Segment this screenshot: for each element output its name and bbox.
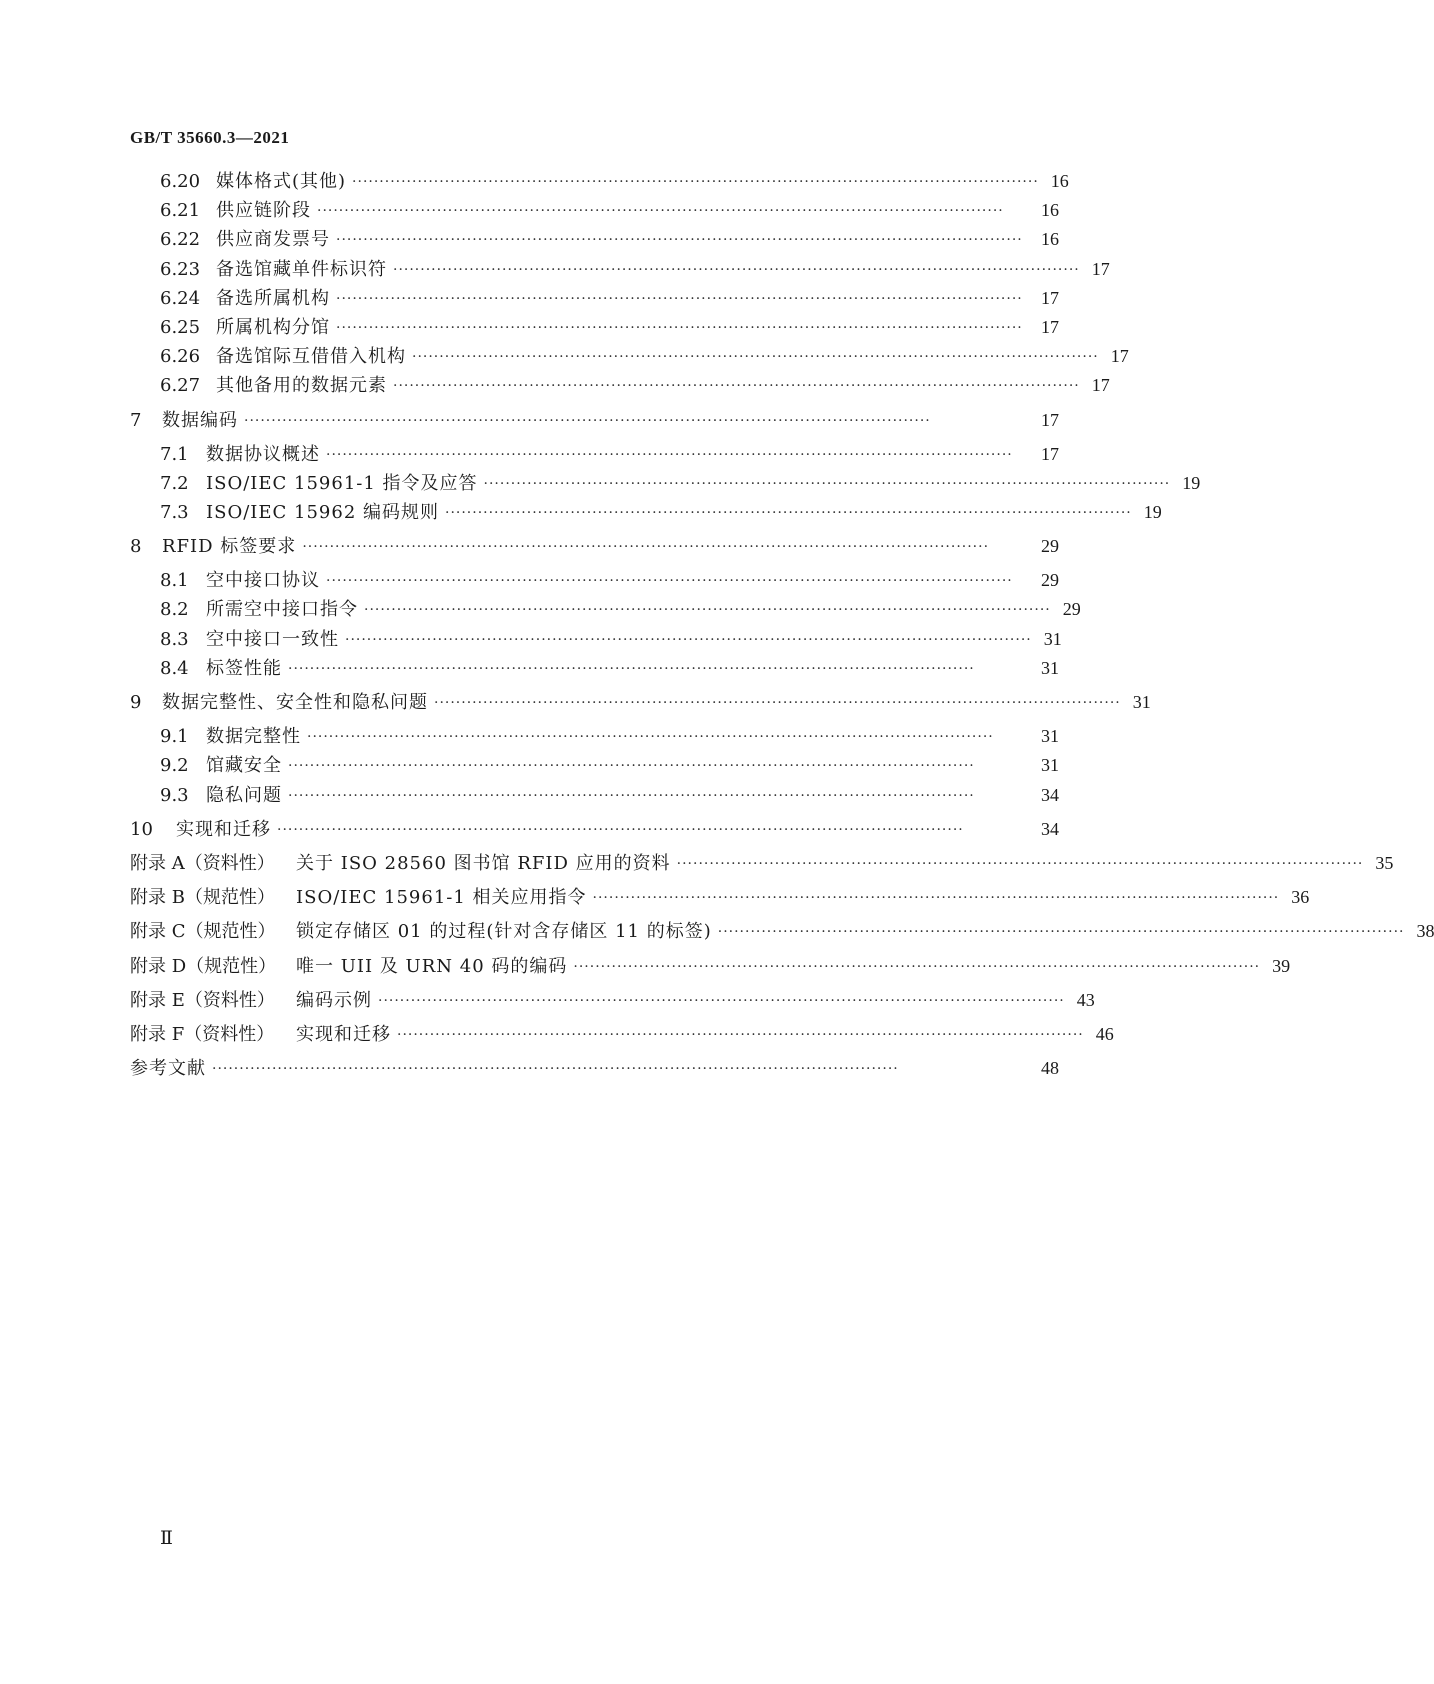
toc-entry[interactable] bbox=[130, 818, 1059, 841]
toc-entry[interactable] bbox=[160, 657, 1059, 680]
toc-entry-page: 38 bbox=[1416, 921, 1434, 941]
toc-leader-dots: ······························································································································ bbox=[345, 631, 1032, 648]
toc-entry-number: 6.20 bbox=[160, 171, 201, 192]
toc-entry-page: 46 bbox=[1095, 1024, 1114, 1044]
toc-entry[interactable] bbox=[160, 472, 1201, 495]
toc-entry-number: 6.26 bbox=[160, 346, 201, 367]
toc-entry-title: 供应商发票号 bbox=[216, 229, 330, 250]
toc-leader-dots: ······························································································································ bbox=[212, 1060, 899, 1077]
toc-entry-number: 9.2 bbox=[160, 755, 189, 776]
toc-leader-dots: ······························································································································ bbox=[307, 728, 994, 745]
toc-leader-dots: ······························································································································ bbox=[244, 412, 931, 429]
toc-entry-title: ISO/IEC 15962 编码规则 bbox=[206, 502, 439, 523]
toc-entry-page: 43 bbox=[1076, 990, 1095, 1010]
toc-entry-number: 9.3 bbox=[160, 785, 189, 806]
toc-entry[interactable] bbox=[160, 374, 1110, 397]
toc-entry-number: 8.3 bbox=[160, 629, 189, 650]
toc-entry-page: 34 bbox=[1041, 819, 1059, 839]
toc-entry-title: 空中接口协议 bbox=[206, 570, 320, 591]
toc-entry-title: 隐私问题 bbox=[206, 785, 282, 806]
toc-entry-title: 备选馆际互借借入机构 bbox=[216, 346, 406, 367]
toc-entry-title: RFID 标签要求 bbox=[162, 536, 297, 557]
toc-entry-page: 29 bbox=[1041, 536, 1059, 556]
toc-entry-number: 8 bbox=[130, 536, 142, 557]
toc-leader-dots: ······························································································································ bbox=[378, 992, 1065, 1009]
toc-leader-dots: ······························································································································ bbox=[412, 348, 1099, 365]
toc-entry[interactable] bbox=[130, 1057, 1059, 1080]
toc-entry-page: 19 bbox=[1143, 502, 1162, 522]
toc-entry-title: 关于 ISO 28560 图书馆 RFID 应用的资料 bbox=[296, 853, 671, 874]
standard-code: GB/T 35660.3—2021 bbox=[130, 128, 290, 147]
toc-entry-page: 17 bbox=[1041, 444, 1059, 464]
toc-entry-title: 编码示例 bbox=[296, 990, 372, 1011]
toc-entry-number: 7 bbox=[130, 410, 142, 431]
toc-entry[interactable] bbox=[160, 501, 1162, 524]
toc-leader-dots: ······························································································································ bbox=[326, 446, 1013, 463]
toc-leader-dots: ······························································································································ bbox=[352, 173, 1039, 190]
toc-entry-number: 8.4 bbox=[160, 658, 189, 679]
toc-entry-title: 参考文献 bbox=[130, 1058, 206, 1079]
toc-entry[interactable] bbox=[160, 443, 1059, 466]
toc-entry-page: 36 bbox=[1291, 887, 1310, 907]
toc-entry-number: 9 bbox=[130, 692, 142, 713]
toc-entry-page: 34 bbox=[1041, 785, 1059, 805]
toc-leader-dots: ······························································································································ bbox=[277, 821, 964, 838]
toc-leader-dots: ······························································································································ bbox=[364, 601, 1051, 618]
toc-entry-number: 附录 C（规范性） bbox=[130, 921, 276, 942]
toc-entry-title: 馆藏安全 bbox=[206, 755, 282, 776]
toc-leader-dots: ······························································································································ bbox=[317, 202, 1004, 219]
toc-entry-page: 31 bbox=[1041, 726, 1059, 746]
toc-entry[interactable] bbox=[130, 920, 1434, 943]
toc-leader-dots: ······························································································································ bbox=[717, 923, 1405, 940]
toc-entry-title: 数据完整性、安全性和隐私问题 bbox=[162, 692, 428, 713]
toc-entry[interactable] bbox=[160, 754, 1059, 777]
toc-entry-number: 6.25 bbox=[160, 317, 201, 338]
toc-entry[interactable] bbox=[160, 170, 1069, 193]
toc-leader-dots: ······························································································································ bbox=[336, 290, 1023, 307]
toc-entry-page: 17 bbox=[1041, 317, 1059, 337]
toc-entry[interactable] bbox=[130, 409, 1059, 432]
toc-leader-dots: ······························································································································ bbox=[397, 1026, 1084, 1043]
toc-entry-number: 附录 F（资料性） bbox=[130, 1024, 275, 1045]
toc-entry-number: 6.22 bbox=[160, 229, 201, 250]
toc-entry-title: 数据完整性 bbox=[206, 726, 301, 747]
toc-entry-title: ISO/IEC 15961-1 指令及应答 bbox=[206, 473, 478, 494]
toc-entry-page: 16 bbox=[1041, 200, 1059, 220]
toc-entry[interactable] bbox=[160, 345, 1129, 368]
toc-entry[interactable] bbox=[160, 287, 1059, 310]
toc-entry[interactable] bbox=[160, 228, 1059, 251]
toc-entry-page: 17 bbox=[1041, 410, 1059, 430]
toc-entry-title: 供应链阶段 bbox=[216, 200, 311, 221]
toc-entry-number: 附录 E（资料性） bbox=[130, 990, 275, 1011]
toc-entry-title: 其他备用的数据元素 bbox=[216, 375, 387, 396]
toc-entry-page: 48 bbox=[1041, 1058, 1059, 1078]
toc-entry-title: 数据编码 bbox=[162, 410, 238, 431]
toc-entry-page: 31 bbox=[1043, 629, 1062, 649]
toc-leader-dots: ······························································································································ bbox=[573, 958, 1261, 975]
toc-entry-page: 17 bbox=[1091, 259, 1110, 279]
toc-entry-number: 6.23 bbox=[160, 259, 201, 280]
toc-leader-dots: ······························································································································ bbox=[302, 538, 990, 555]
toc-entry[interactable] bbox=[130, 852, 1394, 875]
toc-leader-dots: ······························································································································ bbox=[288, 660, 975, 677]
toc-entry[interactable] bbox=[160, 569, 1059, 592]
toc-entry-number: 8.1 bbox=[160, 570, 189, 591]
toc-entry-page: 16 bbox=[1041, 229, 1059, 249]
toc-entry-title: 空中接口一致性 bbox=[206, 629, 339, 650]
toc-entry-page: 17 bbox=[1110, 346, 1129, 366]
toc-entry-page: 35 bbox=[1375, 853, 1394, 873]
toc-entry-number: 附录 B（规范性） bbox=[130, 887, 275, 908]
toc-entry[interactable] bbox=[130, 535, 1059, 558]
toc-entry-number: 7.3 bbox=[160, 502, 189, 523]
toc-leader-dots: ······························································································································ bbox=[393, 377, 1080, 394]
toc-leader-dots: ······························································································································ bbox=[336, 231, 1023, 248]
toc-leader-dots: ······························································································································ bbox=[336, 319, 1023, 336]
toc-entry[interactable] bbox=[160, 199, 1059, 222]
toc-leader-dots: ······························································································································ bbox=[434, 694, 1121, 711]
toc-entry-number: 6.27 bbox=[160, 375, 201, 396]
toc-entry-number: 9.1 bbox=[160, 726, 189, 747]
toc-entry-number: 7.2 bbox=[160, 473, 189, 494]
toc-entry-page: 29 bbox=[1062, 599, 1081, 619]
page-number: Ⅱ bbox=[160, 1528, 173, 1549]
toc-entry-title: 实现和迁移 bbox=[176, 819, 271, 840]
toc-entry[interactable] bbox=[130, 691, 1151, 714]
toc-leader-dots: ······························································································································ bbox=[326, 572, 1013, 589]
toc-leader-dots: ······························································································································ bbox=[592, 889, 1280, 906]
toc-entry-number: 8.2 bbox=[160, 599, 189, 620]
toc-entry[interactable] bbox=[130, 1023, 1114, 1046]
toc-entry-page: 39 bbox=[1272, 956, 1291, 976]
toc-entry-number: 6.24 bbox=[160, 288, 201, 309]
toc-entry[interactable] bbox=[160, 628, 1062, 651]
toc-entry[interactable] bbox=[160, 258, 1110, 281]
toc-entry-title: 标签性能 bbox=[206, 658, 282, 679]
toc-entry-title: 备选馆藏单件标识符 bbox=[216, 259, 387, 280]
toc-entry-title: 媒体格式(其他) bbox=[216, 171, 347, 192]
toc-entry-number: 10 bbox=[130, 819, 153, 840]
toc-entry-title: 唯一 UII 及 URN 40 码的编码 bbox=[296, 956, 568, 977]
toc-leader-dots: ······························································································································ bbox=[288, 757, 975, 774]
toc-leader-dots: ······························································································································ bbox=[288, 787, 975, 804]
toc-entry-title: 数据协议概述 bbox=[206, 444, 320, 465]
toc-leader-dots: ······························································································································ bbox=[483, 475, 1171, 492]
toc-entry-number: 附录 A（资料性） bbox=[130, 853, 275, 874]
toc-entry-title: 所属机构分馆 bbox=[216, 317, 330, 338]
toc-entry-page: 31 bbox=[1132, 692, 1151, 712]
toc-entry-page: 29 bbox=[1041, 570, 1059, 590]
toc-entry-page: 31 bbox=[1041, 755, 1059, 775]
toc-leader-dots: ······························································································································ bbox=[445, 504, 1132, 521]
toc-entry-title: 备选所属机构 bbox=[216, 288, 330, 309]
toc-entry[interactable] bbox=[130, 886, 1310, 909]
toc-entry[interactable] bbox=[160, 598, 1081, 621]
toc-leader-dots: ······························································································································ bbox=[676, 855, 1364, 872]
toc-entry[interactable] bbox=[130, 955, 1291, 978]
toc-entry-number: 7.1 bbox=[160, 444, 189, 465]
toc-entry-title: 所需空中接口指令 bbox=[206, 599, 358, 620]
toc-leader-dots: ······························································································································ bbox=[393, 261, 1080, 278]
toc-entry-title: ISO/IEC 15961-1 相关应用指令 bbox=[296, 887, 587, 908]
toc-entry-number: 附录 D（规范性） bbox=[130, 956, 277, 977]
toc-entry[interactable] bbox=[160, 784, 1059, 807]
toc-entry[interactable] bbox=[160, 725, 1059, 748]
toc-entry-page: 16 bbox=[1050, 171, 1069, 191]
toc-entry-page: 17 bbox=[1091, 375, 1110, 395]
toc-entry[interactable] bbox=[160, 316, 1059, 339]
toc-entry-page: 19 bbox=[1182, 473, 1201, 493]
toc-entry-number: 6.21 bbox=[160, 200, 201, 221]
toc-entry-page: 31 bbox=[1041, 658, 1059, 678]
toc-entry-title: 锁定存储区 01 的过程(针对含存储区 11 的标签) bbox=[296, 921, 712, 942]
toc-entry[interactable] bbox=[130, 989, 1095, 1012]
toc-entry-title: 实现和迁移 bbox=[296, 1024, 391, 1045]
toc-entry-page: 17 bbox=[1041, 288, 1059, 308]
